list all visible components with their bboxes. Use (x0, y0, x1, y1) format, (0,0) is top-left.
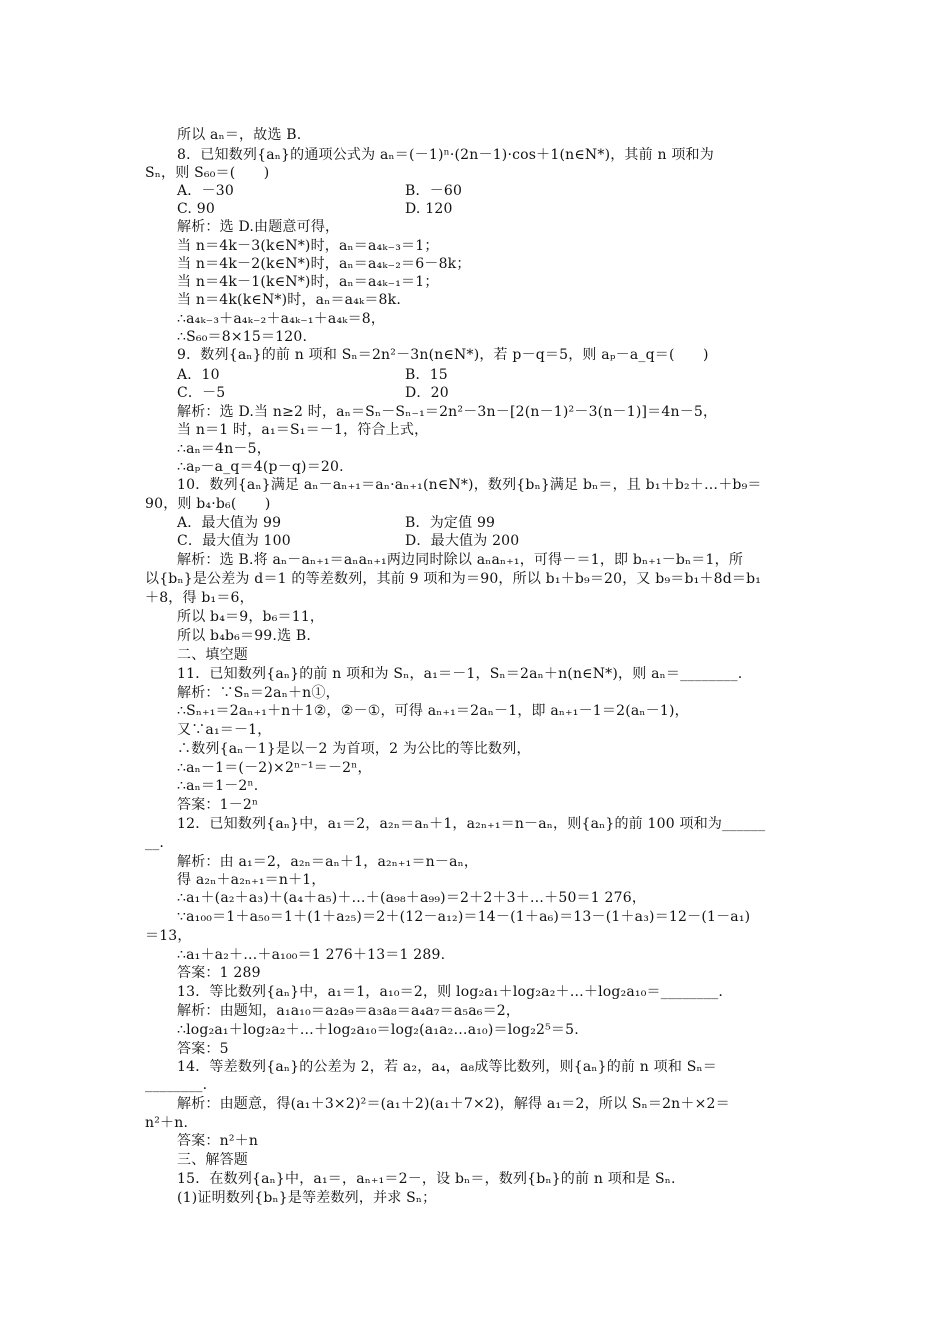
option-d: D．20 (405, 385, 449, 401)
text-line: ∴a₁＋(a₂＋a₃)＋(a₄＋a₅)＋…＋(a₉₈＋a₉₉)＝2＋2＋3＋…＋50＝1 276， (177, 890, 647, 906)
text-line: ∴Sₙ₊₁＝2aₙ₊₁＋n＋1②，②－①，可得 aₙ₊₁＝2aₙ－1，即 aₙ₊₁－1＝2(aₙ－1)， (177, 703, 689, 719)
text-line: ∴aₚ－a_q＝4(p－q)＝20. (177, 459, 344, 475)
question-11-stem: 11．已知数列{aₙ}的前 n 项和为 Sₙ，a₁＝－1，Sₙ＝2aₙ＋n(n∈N*)，则 aₙ＝________. (177, 666, 743, 682)
question-15-stem: 15．在数列{aₙ}中，a₁＝，aₙ₊₁＝2－，设 bₙ＝，数列{bₙ}的前 n 项和是 Sₙ. (177, 1171, 676, 1187)
text-line: Sₙ，则 S₆₀＝( ) (145, 165, 270, 181)
text-line: ∴aₙ＝1－2ⁿ. (177, 778, 259, 794)
question-13-stem: 13．等比数列{aₙ}中，a₁＝1，a₁₀＝2，则 log₂a₁＋log₂a₂＋…＋log₂a₁₀＝________. (177, 984, 724, 1000)
solution-line: 解析：由题意，得(a₁＋3×2)²＝(a₁＋2)(a₁＋7×2)，解得 a₁＝2，所以 Sₙ＝2n＋×2＝ (177, 1096, 730, 1112)
text-line: 当 n＝4k－3(k∈N*)时，aₙ＝a₄ₖ₋₃＝1； (177, 238, 439, 254)
option-b: B．15 (405, 367, 448, 383)
question-8-stem: 8．已知数列{aₙ}的通项公式为 aₙ＝(－1)ⁿ·(2n－1)·cos＋1(n∈N*)，其前 n 项和为 (177, 147, 714, 163)
question-14-stem: 14．等差数列{aₙ}的公差为 2，若 a₂，a₄，a₈成等比数列，则{aₙ}的前 n 项和 Sₙ＝ (177, 1059, 717, 1075)
text-line: __. (145, 835, 165, 851)
section-heading: 二、填空题 (177, 647, 248, 663)
text-line: 所以 aₙ＝，故选 B. (177, 127, 302, 143)
text-line: n²＋n. (145, 1115, 189, 1131)
section-heading: 三、解答题 (177, 1152, 248, 1168)
answer-line: 答案：1－2ⁿ (177, 797, 259, 813)
question-9-stem: 9．数列{aₙ}的前 n 项和 Sₙ＝2n²－3n(n∈N*)，若 p－q＝5，则 aₚ－a_q＝( ) (177, 347, 709, 363)
text-line: 得 a₂ₙ＋a₂ₙ₊₁＝n＋1， (177, 872, 326, 888)
text-line: 当 n＝4k(k∈N*)时，aₙ＝a₄ₖ＝8k. (177, 292, 401, 308)
solution-line: 解析：由 a₁＝2，a₂ₙ＝aₙ＋1，a₂ₙ₊₁＝n－aₙ， (177, 854, 479, 870)
solution-line: 解析：选 D.由题意可得， (177, 219, 340, 235)
solution-line: 解析：由题知，a₁a₁₀＝a₂a₉＝a₃a₈＝a₄a₇＝a₅a₆＝2， (177, 1003, 521, 1019)
solution-line: 解析：∵Sₙ＝2aₙ＋n①， (177, 685, 340, 701)
option-c: C. 90 (177, 201, 215, 217)
option-d: D. 120 (405, 201, 453, 217)
text-line: 90，则 b₄·b₆( ) (145, 496, 271, 512)
option-b: B．－60 (405, 183, 463, 199)
text-line: ________. (145, 1077, 208, 1093)
answer-line: 答案：n²＋n (177, 1133, 259, 1149)
option-a: A．10 (177, 367, 220, 383)
text-line: 当 n＝4k－2(k∈N*)时，aₙ＝a₄ₖ₋₂＝6－8k； (177, 256, 471, 272)
text-line: ∴log₂a₁＋log₂a₂＋…＋log₂a₁₀＝log₂(a₁a₂…a₁₀)＝log₂2⁵＝5. (177, 1022, 579, 1038)
text-line: ∴a₄ₖ₋₃＋a₄ₖ₋₂＋a₄ₖ₋₁＋a₄ₖ＝8， (177, 311, 386, 327)
solution-line: 解析：选 B.将 aₙ－aₙ₊₁＝aₙaₙ₊₁两边同时除以 aₙaₙ₊₁，可得－＝1，即 bₙ₊₁－bₙ＝1，所 (177, 552, 744, 568)
text-line: ∴数列{aₙ－1}是以－2 为首项，2 为公比的等比数列， (177, 741, 531, 757)
answer-line: 答案：5 (177, 1041, 229, 1057)
text-line: ∴aₙ＝4n－5， (177, 441, 271, 457)
question-12-stem: 12．已知数列{aₙ}中，a₁＝2，a₂ₙ＝aₙ＋1，a₂ₙ₊₁＝n－aₙ，则{aₙ}的前 100 项和为______ (177, 816, 766, 832)
text-line: 又∵a₁＝－1， (177, 722, 272, 738)
text-line: (1)证明数列{bₙ}是等差数列，并求 Sₙ； (177, 1190, 437, 1206)
question-10-stem: 10．数列{aₙ}满足 aₙ－aₙ₊₁＝aₙ·aₙ₊₁(n∈N*)，数列{bₙ}满足 bₙ＝，且 b₁＋b₂＋…＋b₉＝ (177, 477, 762, 493)
option-a: A．－30 (177, 183, 234, 199)
text-line: 所以 b₄b₆＝99.选 B. (177, 628, 312, 644)
text-line: 当 n＝1 时，a₁＝S₁＝－1，符合上式， (177, 422, 429, 438)
option-c: C．最大值为 100 (177, 533, 291, 549)
text-line: ∵a₁₀₀＝1＋a₅₀＝1＋(1＋a₂₅)＝2＋(12－a₁₂)＝14－(1＋a₆)＝13－(1＋a₃)＝12－(1－a₁) (177, 909, 751, 925)
text-line: ∴S₆₀＝8×15＝120. (177, 329, 308, 345)
option-c: C．－5 (177, 385, 226, 401)
text-line: 所以 b₄＝9，b₆＝11， (177, 609, 325, 625)
text-line: ∴aₙ－1＝(－2)×2ⁿ⁻¹＝－2ⁿ， (177, 760, 372, 776)
text-line: ＋8，得 b₁＝6， (145, 590, 254, 606)
text-line: 当 n＝4k－1(k∈N*)时，aₙ＝a₄ₖ₋₁＝1； (177, 274, 439, 290)
text-line: 以{bₙ}是公差为 d＝1 的等差数列，其前 9 项和为＝90，所以 b₁＋b₉＝20，又 b₉＝b₁＋8d＝b₁ (145, 571, 762, 587)
option-a: A．最大值为 99 (177, 515, 282, 531)
text-line: ∴a₁＋a₂＋…＋a₁₀₀＝1 276＋13＝1 289. (177, 947, 446, 963)
answer-line: 答案：1 289 (177, 965, 261, 981)
text-line: ＝13， (145, 928, 192, 944)
option-b: B．为定值 99 (405, 515, 496, 531)
option-d: D．最大值为 200 (405, 533, 520, 549)
solution-line: 解析：选 D.当 n≥2 时，aₙ＝Sₙ－Sₙ₋₁＝2n²－3n－[2(n－1)²－3(n－1)]＝4n－5， (177, 404, 718, 420)
